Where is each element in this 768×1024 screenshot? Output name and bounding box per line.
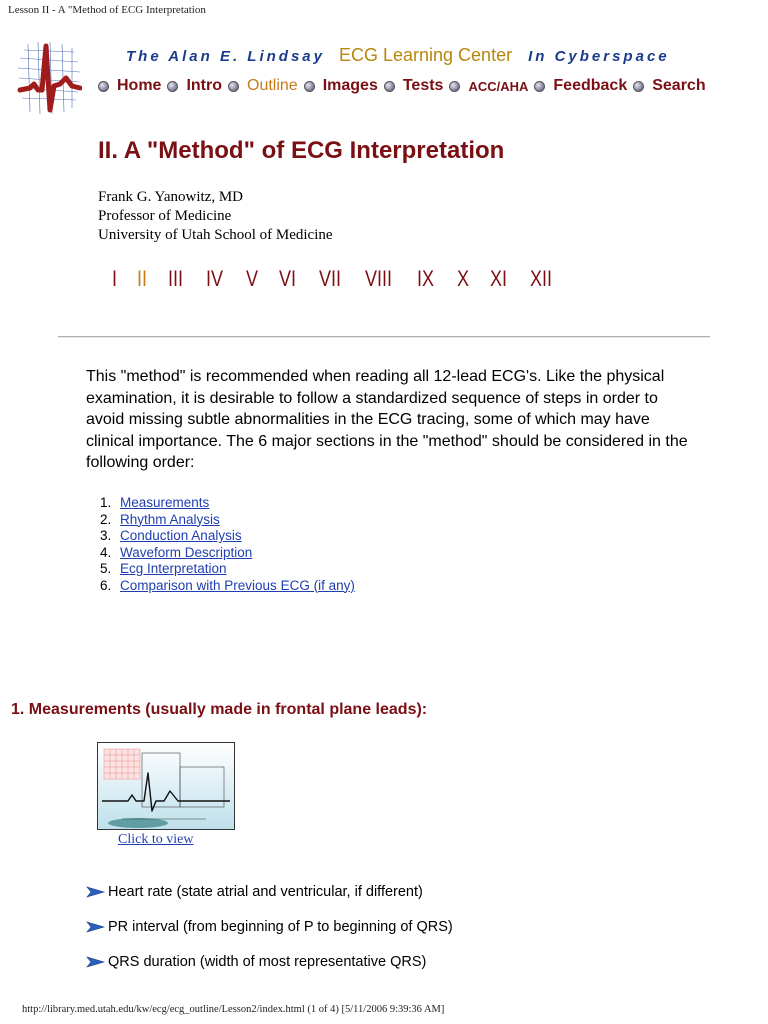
ecg-measurement-thumbnail[interactable]: [97, 742, 235, 830]
list-item: [100, 495, 355, 512]
bullet-icon: [167, 81, 178, 92]
print-header: Lesson II - A "Method of ECG Interpretation: [8, 4, 206, 16]
tagline-right: In Cyberspace: [528, 48, 670, 65]
author-role: Professor of Medicine: [98, 208, 232, 224]
list-number: 5.: [100, 561, 112, 576]
step-link-conduction-analysis[interactable]: Conduction Analysis: [120, 528, 242, 543]
list-item: [86, 874, 453, 909]
list-number: 3.: [100, 528, 112, 543]
lesson-link-6[interactable]: VI: [279, 266, 297, 291]
list-number: 4.: [100, 544, 112, 560]
nav-outline[interactable]: [228, 77, 298, 95]
nav-tests[interactable]: [384, 77, 444, 95]
nav-label: Search: [652, 77, 706, 94]
measurements-list: [86, 874, 453, 979]
nav-label: ACC/AHA: [468, 78, 529, 94]
list-item: [100, 545, 355, 562]
nav-label: Tests: [402, 77, 444, 94]
horizontal-divider: [58, 336, 710, 338]
list-item: [100, 561, 355, 578]
lesson-link-9[interactable]: IX: [416, 266, 434, 291]
bullet-icon: [98, 81, 109, 92]
nav-label: Outline: [247, 77, 298, 94]
lesson-link-5[interactable]: V: [245, 266, 258, 291]
tagline-left: The Alan E. Lindsay: [126, 48, 325, 65]
lesson-navigation: [112, 266, 576, 292]
lesson-link-8[interactable]: VIII: [364, 266, 392, 291]
nav-label: Intro: [186, 77, 222, 94]
bullet-icon: [228, 81, 239, 92]
step-link-rhythm-analysis[interactable]: Rhythm Analysis: [120, 511, 220, 527]
lesson-link-3[interactable]: III: [168, 266, 184, 291]
site-tagline: [126, 45, 670, 66]
bullet-icon: [449, 81, 460, 92]
list-item: [100, 528, 355, 545]
arrow-bullet-icon: [86, 955, 106, 969]
list-item: [86, 944, 453, 979]
nav-home[interactable]: [98, 77, 161, 95]
lesson-link-12[interactable]: XII: [530, 266, 553, 291]
page-title: II. A "Method" of ECG Interpretation: [98, 137, 505, 164]
list-item-text: QRS duration (width of most representative QRS): [108, 953, 427, 970]
list-item: [100, 578, 355, 595]
author-block: [98, 188, 333, 245]
arrow-bullet-icon: [86, 885, 106, 899]
step-link-ecg-interpretation[interactable]: Ecg Interpretation: [120, 561, 227, 576]
ecg-diagram-image: [98, 743, 234, 829]
author-name: Frank G. Yanowitz, MD: [98, 189, 244, 205]
nav-acc-aha[interactable]: [449, 79, 528, 94]
step-link-comparison[interactable]: Comparison with Previous ECG (if any): [120, 577, 355, 593]
author-institution: University of Utah School of Medicine: [98, 227, 333, 243]
bullet-icon: [633, 81, 644, 92]
section-heading-measurements: 1. Measurements (usually made in frontal plane leads):: [11, 701, 428, 718]
nav-label: Home: [117, 77, 162, 94]
lesson-link-11[interactable]: XI: [490, 266, 508, 291]
step-link-waveform-description[interactable]: Waveform Description: [120, 544, 253, 560]
lesson-link-10[interactable]: X: [456, 266, 469, 291]
arrow-bullet-icon: [86, 920, 106, 934]
bullet-icon: [304, 81, 315, 92]
lesson-link-7[interactable]: VII: [318, 266, 342, 291]
nav-feedback[interactable]: [534, 77, 627, 95]
list-number: 1.: [100, 495, 112, 510]
lesson-link-2[interactable]: II: [137, 266, 148, 291]
nav-images[interactable]: [304, 77, 378, 95]
list-item: [86, 909, 453, 944]
list-item-text: PR interval (from beginning of P to beginning of QRS): [108, 918, 453, 935]
lesson-link-4[interactable]: IV: [205, 266, 223, 291]
center-name: ECG Learning Center: [338, 45, 513, 65]
intro-paragraph: This "method" is recommended when reading all 12-lead ECG's. Like the physical examination, it is desirable to follow a standardized sequence of steps in order to avoid missing subtle abnormalities in the ECG tracing, some of which may have clinical importance. The 6 major sections in the "method" should be considered in the following order:: [86, 368, 688, 471]
method-steps-list: [100, 495, 355, 594]
nav-search[interactable]: [633, 77, 705, 95]
logo-icon: [16, 38, 82, 118]
list-item-text: Heart rate (state atrial and ventricular, if different): [108, 883, 423, 900]
list-number: 2.: [100, 511, 112, 527]
nav-intro[interactable]: [167, 77, 222, 95]
nav-label: Images: [322, 77, 378, 94]
lesson-link-1[interactable]: I: [112, 266, 118, 291]
list-item: [100, 512, 355, 529]
nav-label: Feedback: [553, 77, 628, 94]
step-link-measurements[interactable]: Measurements: [120, 495, 210, 510]
bullet-icon: [534, 81, 545, 92]
top-navigation: [98, 77, 712, 95]
click-to-view-link[interactable]: Click to view: [118, 832, 194, 847]
ecg-center-logo[interactable]: [16, 38, 82, 118]
bullet-icon: [384, 81, 395, 92]
print-footer-url: http://library.med.utah.edu/kw/ecg/ecg_outline/Lesson2/index.html (1 of 4) [5/11/2006 9:39:36 AM]: [22, 1004, 445, 1015]
list-number: 6.: [100, 577, 112, 593]
